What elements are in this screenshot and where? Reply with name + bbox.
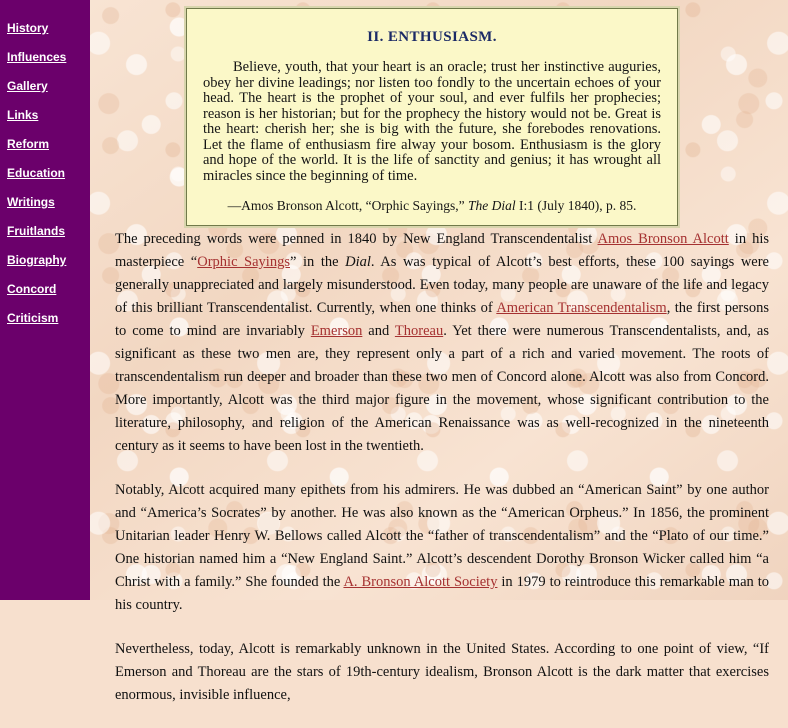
sidebar-item-links[interactable]: Links <box>7 108 39 122</box>
epigraph-text: Believe, youth, that your heart is an oracle; trust her instinctive auguries, obey her divine leadings; nor listen too fondly to the uncertain echoes of your head. The heart is the prophet of your soul, and ever fulfils her prophecies; reason is her historian; but for the prophecy the history would not be. Great is the heart: cherish her; she is big with the future, she forebodes renovations. Let the flame of enthusiasm fire alway your bosom. Enthusiasm is the glory and hope of the world. It is the life of sanctity and genius; it has wrought all miracles since the beginning of time. <box>203 59 661 184</box>
p1-seg5: , the first persons to come to mind are invariably <box>115 300 769 339</box>
paragraph-1 <box>115 228 769 458</box>
p1-seg3: ” in the <box>289 254 346 270</box>
sidebar-item-concord[interactable]: Concord <box>7 282 57 296</box>
nav-gap <box>0 267 90 282</box>
epigraph-box <box>186 8 678 226</box>
sidebar-item-writings[interactable]: Writings <box>7 195 55 209</box>
link-orphic-sayings[interactable]: Orphic Sayings <box>197 254 290 270</box>
nav-gap <box>0 238 90 253</box>
link-amos-bronson-alcott[interactable]: Amos Bronson Alcott <box>597 231 729 247</box>
nav-gap <box>0 296 90 311</box>
link-emerson[interactable]: Emerson <box>310 323 363 339</box>
sidebar-item-education[interactable]: Education <box>7 166 66 180</box>
link-american-transcendentalism[interactable]: American Transcendentalism <box>496 300 667 316</box>
nav-gap <box>0 180 90 195</box>
sidebar-item-criticism[interactable]: Criticism <box>7 311 59 325</box>
sidebar-navigation <box>0 0 90 600</box>
attribution-journal-title: The Dial <box>467 198 516 213</box>
p1-italic-dial: Dial <box>345 254 371 270</box>
sidebar-item-reform[interactable]: Reform <box>7 137 50 151</box>
sidebar-item-influences[interactable]: Influences <box>7 50 67 64</box>
epigraph-title: II. ENTHUSIASM. <box>367 29 497 45</box>
attribution-prefix: —Amos Bronson Alcott, “Orphic Sayings,” <box>227 198 468 213</box>
sidebar-top-spacer <box>0 0 90 21</box>
link-thoreau[interactable]: Thoreau <box>394 323 444 339</box>
sidebar-item-fruitlands[interactable]: Fruitlands <box>7 224 66 238</box>
sidebar-item-biography[interactable]: Biography <box>7 253 67 267</box>
main-content <box>90 0 788 703</box>
epigraph-attribution <box>203 198 661 214</box>
nav-gap <box>0 64 90 79</box>
sidebar-item-history[interactable]: History <box>7 21 49 35</box>
p1-seg4: . As was typical of Alcott’s best efforts, these 100 sayings were generally unappreciated and largely misunderstood. Even today, many people are unaware of the life and legacy of this brilliant Transcendentalist. Currently, when one thinks of <box>115 254 769 316</box>
p1-seg2: in his masterpiece “ <box>115 231 770 270</box>
nav-gap <box>0 93 90 108</box>
nav-gap <box>0 122 90 137</box>
p3-seg1: Nevertheless, today, Alcott is remarkably unknown in the United States. According to one point of view, “If Emerson and Thoreau are the stars of 19th-century idealism, Bronson Alcott is the dark matter that exercises enormous, invisible influence, <box>115 641 769 703</box>
nav-gap <box>0 209 90 224</box>
nav-gap <box>0 151 90 166</box>
attribution-suffix: I:1 (July 1840), p. 85. <box>515 198 637 213</box>
p2-seg1: Notably, Alcott acquired many epithets from his admirers. He was dubbed an “American Saint” by one author and “America’s Socrates” by another. He was also known as the “American Orpheus.” In 1856, the prominent Unitarian leader Henry W. Bellows called Alcott the “father of transcendentalism” and the “Plato of our time.” One historian named him a “New England Saint.” Alcott’s descendent Dorothy Bronson Wicker called him “a Christ with a family.” She founded the <box>115 482 769 590</box>
link-a-bronson-alcott-society[interactable]: A. Bronson Alcott Society <box>343 574 498 590</box>
p1-seg1: The preceding words were penned in 1840 by New England Transcendentalist <box>115 231 598 247</box>
p1-seg6: and <box>362 323 395 339</box>
p1-seg7: . Yet there were numerous Transcendentalists, and, as significant as these two men are, they represent only a part of a rich and varied movement. The roots of transcendentalism run deeper and broader than these two men of Concord alone. Alcott was also from Concord. More importantly, Alcott was the third major figure in the movement, whose significant contribution to the literature, philosophy, and religion of the American Renaissance was as well-recognized in the nineteenth century as it seems to have been lost in the twentieth. <box>115 323 769 454</box>
p2-seg2: in 1979 to reintroduce this remarkable man to his country. <box>115 574 769 613</box>
article-body <box>115 228 769 728</box>
sidebar-item-gallery[interactable]: Gallery <box>7 79 48 93</box>
paragraph-2 <box>115 479 769 617</box>
nav-gap <box>0 35 90 50</box>
paragraph-3 <box>115 638 769 707</box>
